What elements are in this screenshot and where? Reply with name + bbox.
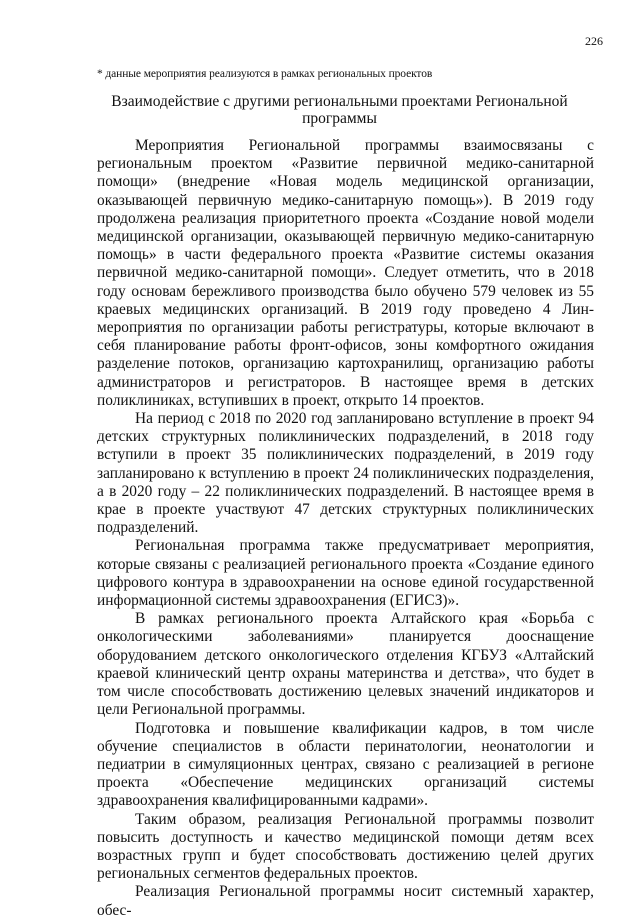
paragraph-3: Региональная программа также предусматривает мероприятия, которые связаны с реализацией регионального проекта «Создание единого цифрового контура в здравоохранении на основе единой государственной информационной системы здравоохранения (ЕГИСЗ)». (97, 537, 594, 610)
page-number: 226 (585, 34, 603, 48)
paragraph-1: Мероприятия Региональной программы взаимосвязаны с региональным проектом «Развитие первичной медико-санитарной помощи» (внедрение «Новая модель медицинской организации, оказывающей первичную медико-санитарную помощь»). В 2019 году продолжена реализация приоритетного проекта «Создание новой модели медицинской организации, оказывающей первичную медико-санитарную помощь» в части федерального проекта «Развитие системы оказания первичной медико-санитарной помощи». Следует отметить, что в 2018 году основам бережливого производства было обучено 579 человек из 55 краевых медицинских организаций. В 2019 году проведено 4 Лин-мероприятия по организации работы регистратуры, которые включают в себя планирование работы фронт-офисов, зоны комфортного ожидания разделение потоков, организацию картохранилищ, организацию работы администраторов и регистраторов. В настоящее время в детских поликлиниках, вступивших в проект, открыто 14 проектов. (97, 137, 594, 409)
paragraph-5: Подготовка и повышение квалификации кадров, в том числе обучение специалистов в области перинатологии, неонатологии и педиатрии в симуляционных центрах, связано с реализацией в регионе проекта «Обеспечение медицинских организаций системы здравоохранения квалифицированными кадрами». (97, 719, 594, 810)
paragraph-6: Таким образом, реализация Региональной программы позволит повысить доступность и качество медицинской помощи детям всех возрастных групп и будет способствовать достижению целей других региональных сегментов федеральных проектов. (97, 810, 594, 883)
paragraph-2: На период с 2018 по 2020 год запланировано вступление в проект 94 детских структурных поликлинических подразделений, в 2018 году вступили в проект 35 поликлинических подразделений, в 2019 году запланировано к вступлению в проект 24 поликлинических подразделения, а в 2020 году – 22 поликлинических подразделений. В настоящее время в крае в проекте участвуют 47 детских структурных поликлинических подразделений. (97, 410, 594, 537)
paragraph-7: Реализация Региональной программы носит системный характер, обес- (97, 883, 594, 919)
footnote: * данные мероприятия реализуются в рамках региональных проектов (97, 68, 433, 80)
body-text (97, 137, 594, 920)
section-heading: Взаимодействие с другими региональными проектами Региональной программы (111, 93, 568, 127)
paragraph-4: В рамках регионального проекта Алтайского края «Борьба с онкологическими заболеваниями» планируется дооснащение оборудованием детского онкологического отделения КГБУЗ «Алтайский краевой клинический центр охраны материнства и детства», что будет в том числе способствовать достижению целевых значений индикаторов и цели Региональной программы. (97, 610, 594, 719)
